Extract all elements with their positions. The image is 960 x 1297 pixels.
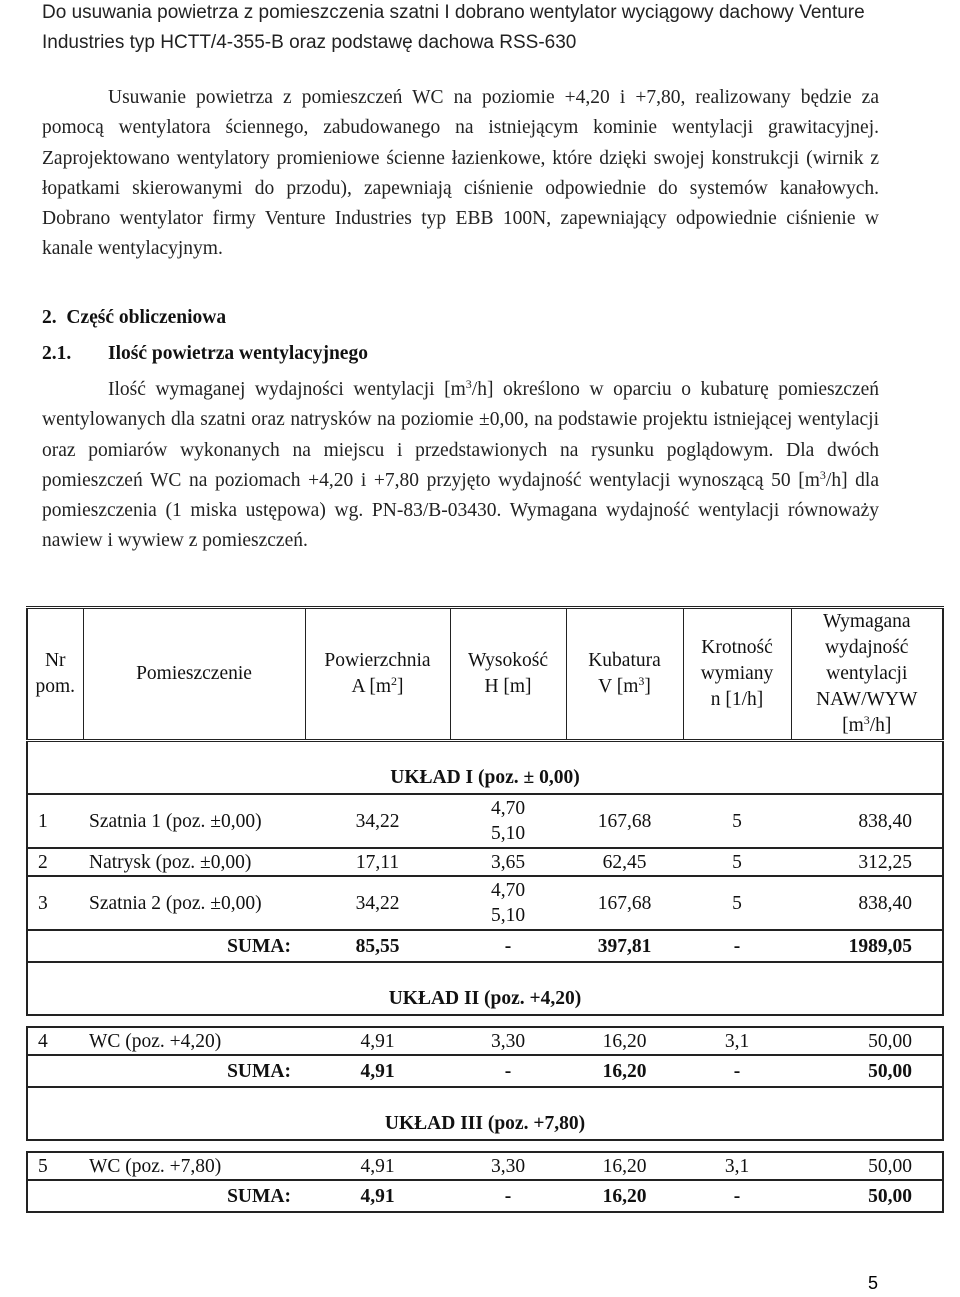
cell-volume: 62,45 bbox=[566, 848, 683, 876]
cell-nr: 4 bbox=[27, 1027, 83, 1055]
calc-text-2: /h] określono w oparciu o kubaturę pomieszczeń wentylowanych dla szatni oraz natrysków na poziomie ±0,00, na podstawie projektu istniejącej wentylacji oraz pomiarów wykonanych na miejscu i przedstawionych na rysunku poglądowym. Dla dwóch pomieszczeń WC na poziomach +4,20 i +7,80 przyjęto wydajność wentylacji wynoszącą 50 [m bbox=[42, 379, 880, 491]
header-volume: Kubatura V $[m^3]$ bbox=[566, 608, 683, 741]
cell-nr: 3 bbox=[27, 876, 83, 930]
cell-rate: 3,1 bbox=[683, 1027, 791, 1055]
cell-area: 34,22 bbox=[305, 794, 450, 848]
cell-flow: 312,25 bbox=[791, 848, 943, 876]
cell-flow: 838,40 bbox=[791, 794, 943, 848]
cell-volume: 167,68 bbox=[566, 876, 683, 930]
header-height: Wysokość H [m] bbox=[450, 608, 566, 741]
wc-ventilation-paragraph bbox=[42, 83, 879, 265]
calculation-paragraph bbox=[42, 375, 879, 557]
header-flow: Wymagana wydajność wentylacji NAW/WYW $[m^3/h]$ bbox=[791, 608, 943, 741]
cell-rate: 5 bbox=[683, 848, 791, 876]
sum-row bbox=[27, 1180, 943, 1212]
sum-area: 4,91 bbox=[360, 1060, 395, 1082]
table-row bbox=[27, 848, 943, 876]
section-row bbox=[27, 962, 943, 1015]
cell-room: Szatnia 1 (poz. ±0,00) bbox=[83, 794, 305, 848]
table-header-row bbox=[27, 608, 943, 741]
sum-flow: 50,00 bbox=[791, 1055, 943, 1087]
header-nr: Nr pom. bbox=[27, 608, 83, 741]
table-row bbox=[27, 794, 943, 848]
sum-height: - bbox=[450, 930, 566, 962]
cell-area: 34,22 bbox=[305, 876, 450, 930]
cell-room: WC (poz. +7,80) bbox=[83, 1152, 305, 1180]
cell-flow: 838,40 bbox=[791, 876, 943, 930]
calc-text-3: /h] dla pomieszczenia (1 miska ustępowa) wg. PN-83/B-03430. Wymagana wydajność wentylacji równoważy nawiew i wywiew z pomieszczeń. bbox=[42, 469, 879, 552]
sum-rate: - bbox=[733, 1060, 741, 1082]
sum-row bbox=[27, 1055, 943, 1087]
cell-rate: 5 bbox=[683, 794, 791, 848]
calc-sup-2: 3 bbox=[819, 467, 826, 482]
sum-rate: - bbox=[683, 1180, 791, 1212]
cell-room: Natrysk (poz. ±0,00) bbox=[83, 848, 305, 876]
cell-height: 3,30 bbox=[450, 1027, 566, 1055]
cell-volume: 16,20 bbox=[566, 1152, 683, 1180]
sum-height: - bbox=[504, 1060, 512, 1082]
cell-height: 3,65 bbox=[450, 848, 566, 876]
sum-volume: 16,20 bbox=[566, 1180, 683, 1212]
sum-label: SUMA: bbox=[27, 930, 305, 962]
section-2-1-number: 2.1. bbox=[42, 343, 72, 364]
section-title: UKŁAD III (poz. +7,80) bbox=[27, 1087, 943, 1140]
table-row bbox=[27, 1152, 943, 1180]
sum-area: 4,91 bbox=[305, 1180, 450, 1212]
sum-rate: - bbox=[683, 930, 791, 962]
calc-sup-1: 3 bbox=[465, 377, 472, 391]
section-row bbox=[27, 1087, 943, 1140]
table-row bbox=[27, 1027, 943, 1055]
cell-room: Szatnia 2 (poz. ±0,00) bbox=[83, 876, 305, 930]
sum-label: SUMA: bbox=[27, 1055, 305, 1087]
sum-row bbox=[27, 930, 943, 962]
header-rate: Krotność wymiany n [1/h] bbox=[683, 608, 791, 741]
sum-area: 85,55 bbox=[305, 930, 450, 962]
cell-volume: 16,20 bbox=[566, 1027, 683, 1055]
cell-area: 4,91 bbox=[305, 1027, 450, 1055]
header-room: Pomieszczenie bbox=[83, 608, 305, 741]
section-2-heading bbox=[42, 307, 226, 329]
section-2-number: 2. bbox=[42, 307, 57, 328]
cell-height: 4,70 5,10 bbox=[450, 876, 566, 930]
page-number: 5 bbox=[868, 1273, 879, 1293]
cell-nr: 1 bbox=[27, 794, 83, 848]
section-2-1-title: Ilość powietrza wentylacyjnego bbox=[108, 343, 368, 364]
sum-volume: 397,81 bbox=[566, 930, 683, 962]
sum-flow: 50,00 bbox=[791, 1180, 943, 1212]
cell-rate: 3,1 bbox=[683, 1152, 791, 1180]
section-2-1-heading bbox=[42, 343, 368, 365]
section-2-title: Część obliczeniowa bbox=[66, 307, 227, 328]
cell-nr: 5 bbox=[27, 1152, 83, 1180]
header-area: Powierzchnia A $[m^2]$ bbox=[305, 608, 450, 741]
cell-height: 4,70 5,10 bbox=[450, 794, 566, 848]
sum-label: SUMA: bbox=[27, 1180, 305, 1212]
sum-height: - bbox=[450, 1180, 566, 1212]
cell-room: WC (poz. +4,20) bbox=[83, 1027, 305, 1055]
wc-ventilation-text: Usuwanie powietrza z pomieszczeń WC na poziomie +4,20 i +7,80, realizowany będzie za pomocą wentylatora ściennego, zabudowanego na istniejącym kominie wentylacji grawitacyjnej. Zaprojektowano wentylatory promieniowe ścienne łazienkowe, które dzięki swojej konstrukcji (wirnik z łopatkami skierowanymi do przodu), zapewniają ciśnienie odpowiednie do systemów kanałowych. Dobrano wentylator firmy Venture Industries typ EBB 100N, zapewniający odpowiednie ciśnienie w kanale wentylacyjnym. bbox=[42, 87, 879, 260]
sum-flow: 1989,05 bbox=[791, 930, 943, 962]
section-title: UKŁAD I (poz. ± 0,00) bbox=[27, 741, 943, 795]
calc-text-1: Ilość wymaganej wydajności wentylacji [m bbox=[108, 379, 466, 400]
intro-paragraph: Do usuwania powietrza z pomieszczenia szatni I dobrano wentylator wyciągowy dachowy Venture Industries typ HCTT/4-355-B oraz podstawę dachowa RSS-630 bbox=[42, 2, 865, 53]
cell-height: 3,30 bbox=[450, 1152, 566, 1180]
section-title: UKŁAD II (poz. +4,20) bbox=[27, 962, 943, 1015]
ventilation-table bbox=[26, 606, 944, 1213]
cell-flow: 50,00 bbox=[791, 1152, 943, 1180]
cell-nr: 2 bbox=[27, 848, 83, 876]
sum-volume: 16,20 bbox=[602, 1060, 647, 1082]
cell-volume: 167,68 bbox=[566, 794, 683, 848]
table-row bbox=[27, 876, 943, 930]
cell-rate: 5 bbox=[683, 876, 791, 930]
section-row bbox=[27, 741, 943, 795]
cell-area: 4,91 bbox=[305, 1152, 450, 1180]
cell-flow: 50,00 bbox=[791, 1027, 943, 1055]
cell-area: 17,11 bbox=[305, 848, 450, 876]
